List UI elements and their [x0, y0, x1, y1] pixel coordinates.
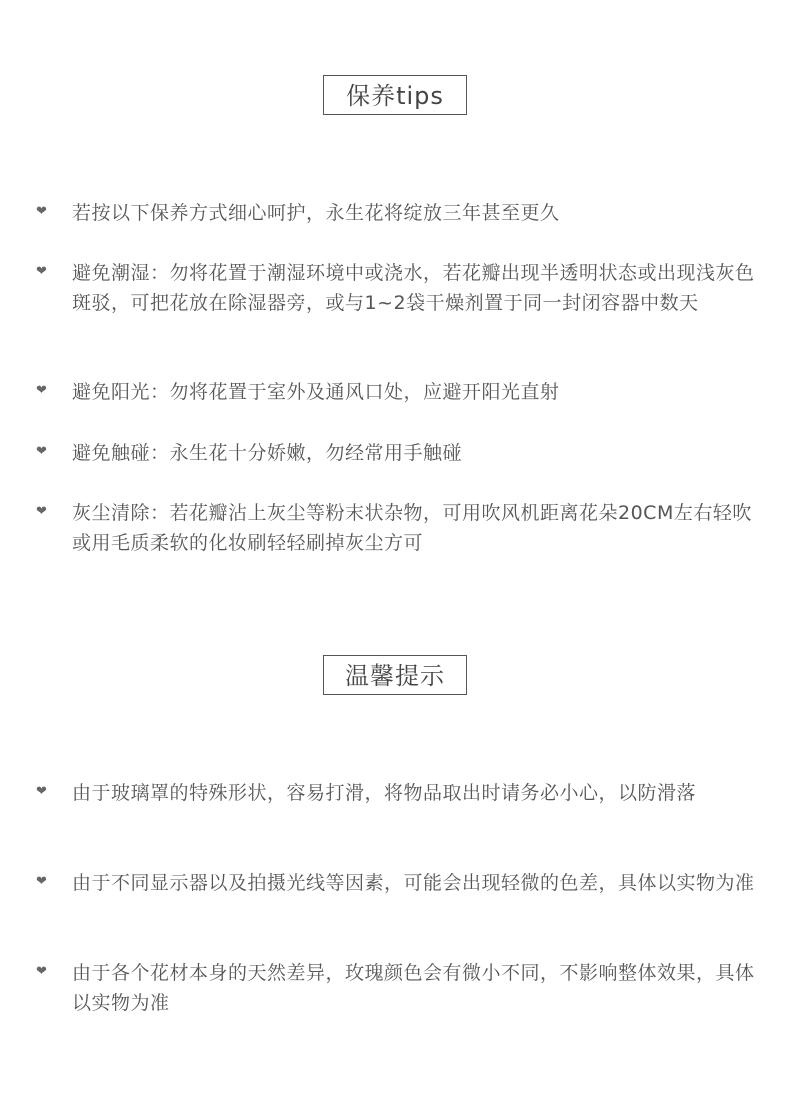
heart-icon: ❤: [36, 964, 47, 979]
heart-icon: ❤: [36, 204, 47, 219]
list-item-text: 若按以下保养方式细心呵护，永生花将绽放三年甚至更久: [72, 202, 560, 224]
heart-icon: ❤: [36, 874, 47, 889]
heart-icon: ❤: [36, 383, 47, 398]
care-section-title: 保养tips: [323, 75, 467, 115]
list-item-text: 由于玻璃罩的特殊形状，容易打滑，将物品取出时请务必小心，以防滑落: [72, 782, 697, 804]
heart-icon: ❤: [36, 444, 47, 459]
heart-icon: ❤: [36, 504, 47, 519]
heart-icon: ❤: [36, 784, 47, 799]
list-item-text: 灰尘清除：若花瓣沾上灰尘等粉末状杂物，可用吹风机距离花朵20CM左右轻吹或用毛质柔软的化妆刷轻轻刷掉灰尘方可: [72, 502, 752, 554]
tips-section-title: 温馨提示: [323, 655, 467, 695]
list-item-text: 由于各个花材本身的天然差异，玫瑰颜色会有微小不同，不影响整体效果，具体以实物为准: [72, 962, 755, 1014]
list-item-text: 避免触碰：永生花十分娇嫩，勿经常用手触碰: [72, 442, 463, 464]
list-item-text: 由于不同显示器以及拍摄光线等因素，可能会出现轻微的色差，具体以实物为准: [72, 872, 755, 894]
list-item-text: 避免阳光：勿将花置于室外及通风口处，应避开阳光直射: [72, 381, 560, 403]
list-item-text: 避免潮湿：勿将花置于潮湿环境中或浇水，若花瓣出现半透明状态或出现浅灰色斑驳，可把花放在除湿器旁，或与1~2袋干燥剂置于同一封闭容器中数天: [72, 262, 755, 314]
heart-icon: ❤: [36, 264, 47, 279]
